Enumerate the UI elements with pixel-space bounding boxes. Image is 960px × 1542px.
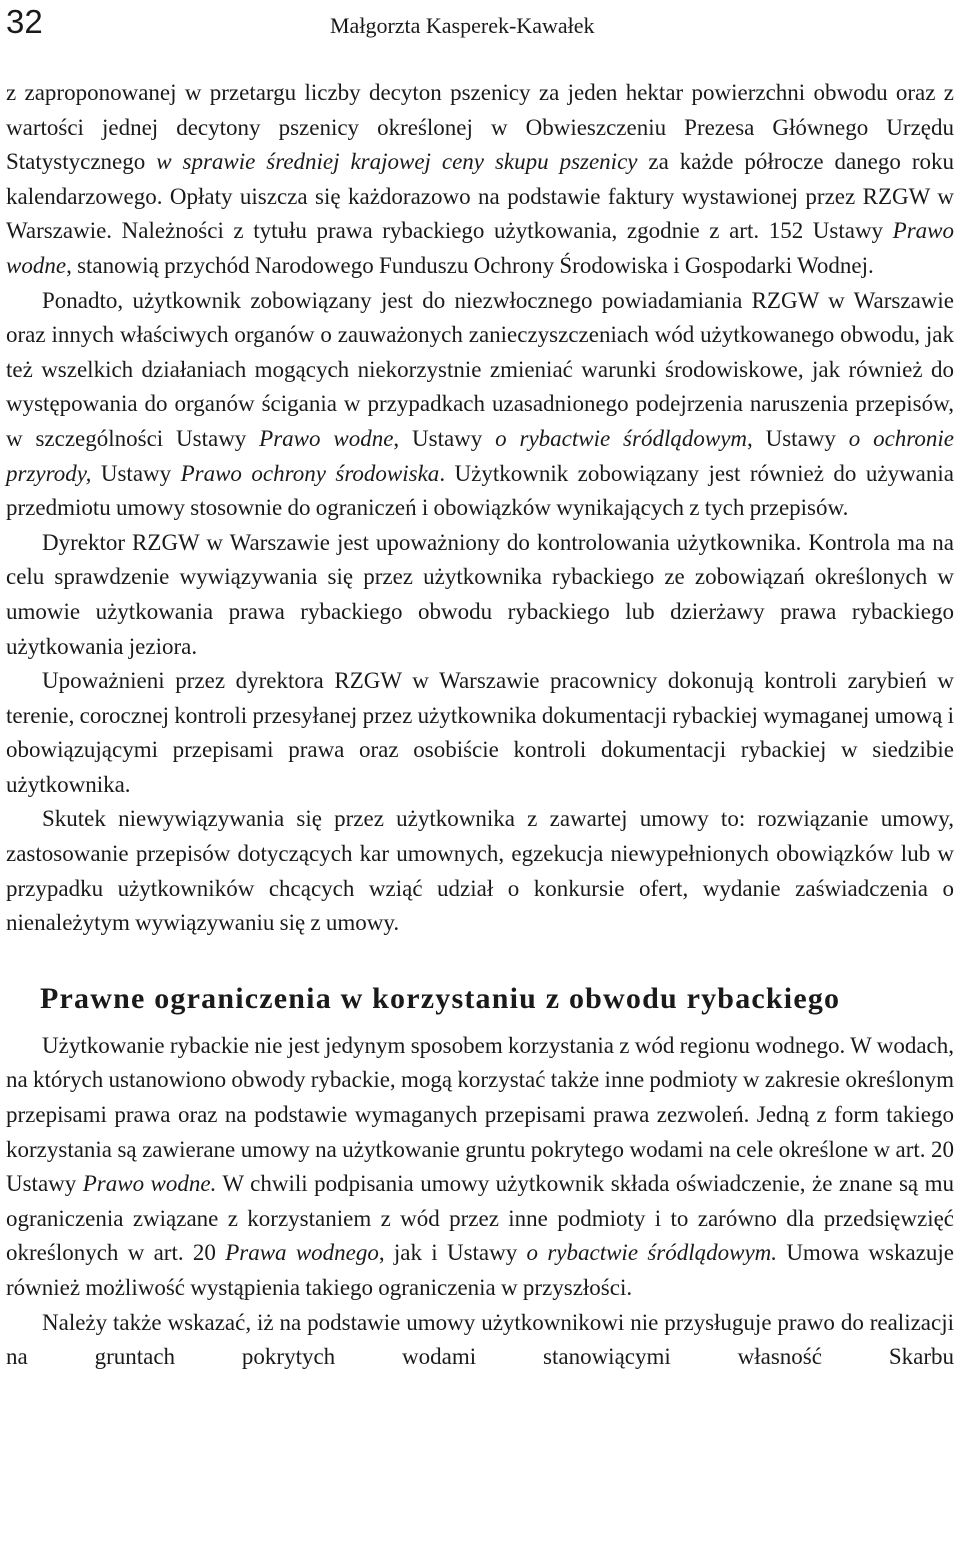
italic-citation: o rybactwie śródlądowym [495,425,748,451]
text-run: Ponadto, użytkownik zobowiązany jest do niezwłocznego powiadamiania RZGW w Warszawie oraz innych właściwych organów o zauważonych zanieczyszczeniach wód użytkowanego obwodu, jak też wszelkich działaniach mogących niekorzystnie zmieniać warunki środowiskowe, jak również do występowania do organów ścigania w przypadkach uzasadnionego podejrzenia naruszenia przepisów, w szczególności Ustawy [6,287,954,451]
text-run: Użytkowanie rybackie nie jest jedynym sposobem korzystania z wód regionu wodnego. W wodach, na których ustanowiono obwody rybackie, mogą korzystać także inne podmioty w zakresie określonym przepisami prawa oraz na podstawie wymaganych przepisami prawa zezwoleń. Jedną z form takiego korzystania są zawierane umowy na użytkowanie gruntu pokrytego wodami na cele określone w art. 20 Ustawy [6,1032,954,1197]
text-run: , stanowią przychód Narodowego Funduszu Ochrony Środowiska i Gospodarki Wodnej. [66,252,874,278]
paragraph [6,284,954,526]
italic-citation: Prawo ochrony środowiska [180,460,440,486]
text-run: Umowa wskazuje również możliwość wystąpienia takiego ograniczenia w przyszłości. [6,1240,955,1300]
italic-citation: Prawa wodnego [225,1240,379,1266]
paragraph [6,664,954,802]
document-body [6,76,954,1375]
text-run: za każde półrocze danego roku kalendarzowego. Opłaty uiszcza się każdorazowo na podstawie faktury wystawionej przez RZGW w Warszawie. Należności z tytułu prawa rybackiego użytkowania, zgodnie z art. 152 Ustawy [6,149,954,244]
italic-citation: Prawo wodne [6,218,954,278]
running-head-author: Małgorzta Kasperek-Kawałek [330,13,595,38]
text-run: z zaproponowanej w przetargu liczby decyton pszenicy za jeden hektar powierzchni obwodu oraz z wartości jednej decytony pszenicy określonej w Obwieszczeniu Prezesa Głównego Urzędu Statystycznego [6,80,954,175]
page-header [0,0,960,50]
paragraph [6,1029,954,1306]
section-heading: Prawne ograniczenia w korzystaniu z obwodu rybackiego [40,981,841,1015]
paragraph [6,76,954,284]
text-run: , jak i Ustawy [378,1240,527,1266]
text-run: W chwili podpisania umowy użytkownik składa oświadczenie, że znane są mu ograniczenia związane z korzystaniem z wód przez inne podmioty i to zarówno dla przedsięwzięć określonych w art. 20 [6,1171,954,1266]
italic-citation: o rybactwie śródlądowym. [526,1240,778,1266]
text-run: , Ustawy [747,425,849,451]
text-run: Upoważnieni przez dyrektora RZGW w Warszawie pracownicy dokonują kontroli zarybień w terenie, corocznej kontroli przesyłanej przez użytkownika dokumentacji rybackiej wymaganej umową i obowiązującymi przepisami prawa oraz osobiście kontroli dokumentacji rybackiej w siedzibie użytkownika. [6,668,954,797]
text-run: Dyrektor RZGW w Warszawie jest upoważniony do kontrolowania użytkownika. Kontrola ma na celu sprawdzenie wywiązywania się przez użytkownika rybackiego ze zobowiązań określonych w umowie użytkowania prawa rybackiego obwodu rybackiego lub dzierżawy prawa rybackiego użytkowania jeziora. [6,529,954,659]
paragraph [6,1306,954,1375]
italic-citation: o ochronie przyrody, [6,425,955,486]
italic-citation: Prawo wodne. [82,1171,217,1197]
text-run: Należy także wskazać, iż na podstawie umowy użytkownikowi nie przysługuje prawo do realizacji na gruntach pokrytych wodami stanowiącymi własność Skarbu [6,1309,954,1370]
paragraph [6,526,954,664]
paragraph [6,802,954,940]
text-run: Ustawy [91,460,181,486]
italic-citation: w sprawie średniej krajowej ceny skupu pszenicy [156,149,638,175]
text-run: . Użytkownik zobowiązany jest również do używania przedmiotu umowy stosownie do ograniczeń i obowiązków wynikających z tych przepisów. [6,460,954,521]
text-run: Skutek niewywiązywania się przez użytkownika z zawartej umowy to: rozwiązanie umowy, zastosowanie przepisów dotyczących kar umownych, egzekucja niewypełnionych obowiązków lub w przypadku użytkowników chcących wziąć udział o konkursie ofert, wydanie zaświadczenia o nienależytym wywiązywaniu się z umowy. [6,806,954,936]
page-number: 32 [6,3,43,40]
italic-citation: Prawo wodne [259,425,394,451]
text-run: , Ustawy [393,425,496,451]
